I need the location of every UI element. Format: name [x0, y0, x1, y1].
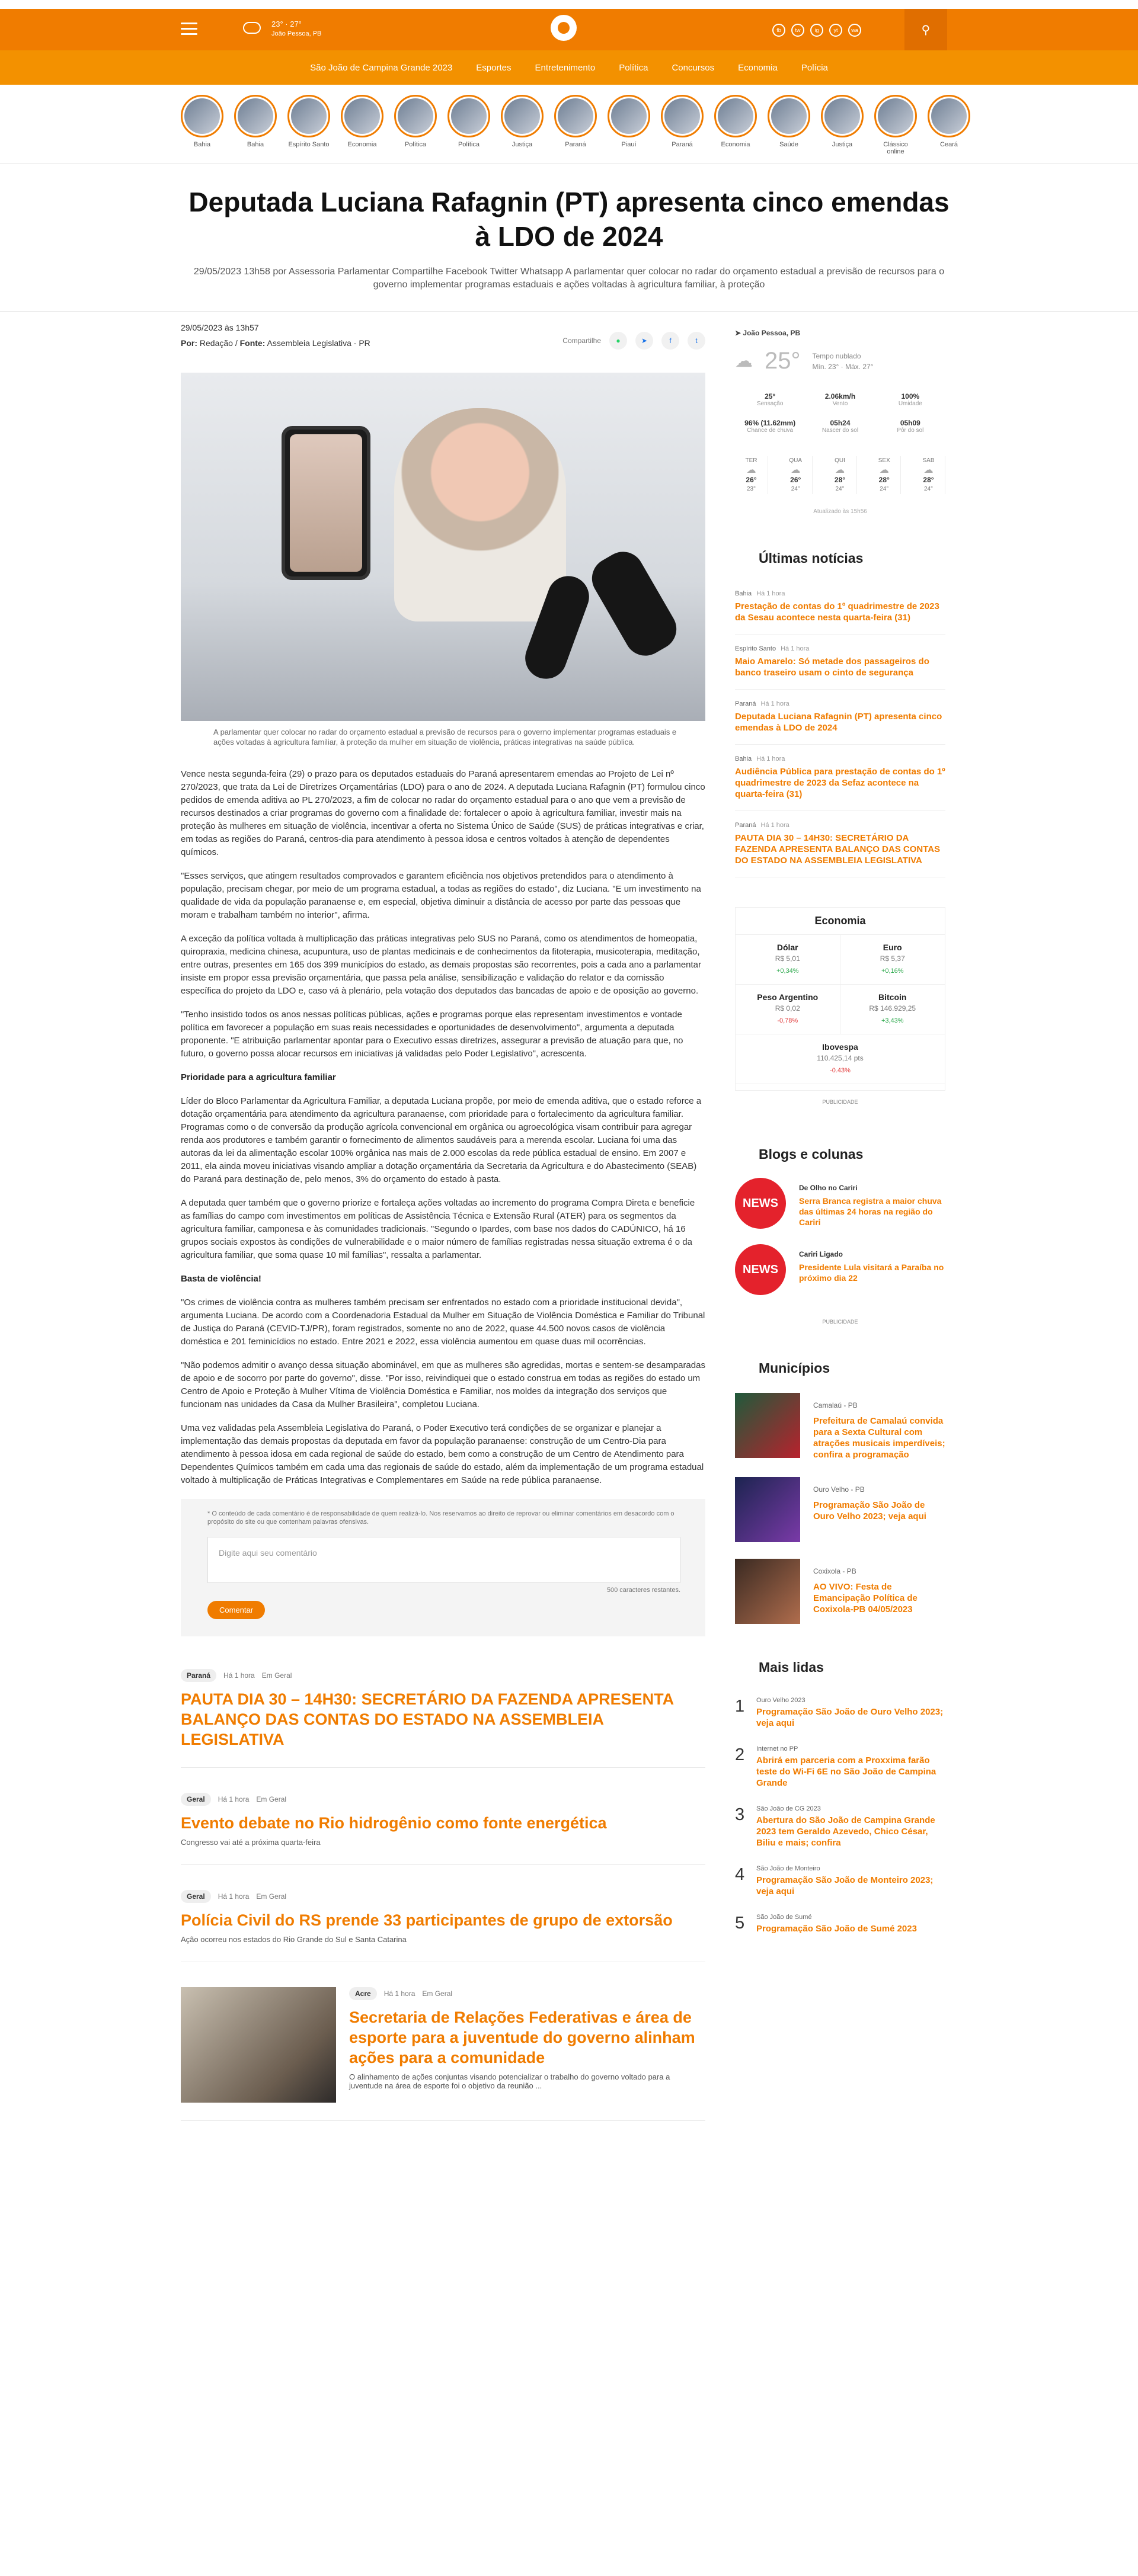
- comment-input[interactable]: Digite aqui seu comentário: [207, 1537, 680, 1583]
- municipio-title[interactable]: Programação São João de Ouro Velho 2023; veja aqui: [813, 1500, 926, 1521]
- stat-label: Chance de chuva: [747, 427, 794, 434]
- weather-stat: [875, 392, 945, 407]
- weather-forecast: [735, 456, 945, 494]
- stat-label: Umidade: [898, 401, 922, 407]
- nav-item[interactable]: Economia: [738, 62, 778, 73]
- story-label: Bahia: [247, 141, 264, 148]
- photo-microphone: [584, 544, 684, 664]
- stat-value: 2.06km/h: [824, 392, 856, 401]
- day-max: 28°: [878, 476, 890, 484]
- stat-label: Sensação: [756, 401, 784, 407]
- story-item[interactable]: [341, 95, 383, 157]
- related-title[interactable]: PAUTA DIA 30 – 14H30: SECRETÁRIO DA FAZENDA APRESENTA BALANÇO DAS CONTAS DO ESTADO NA ASSEMBLEIA LEGISLATIVA: [181, 1690, 674, 1748]
- currency-name: Dólar: [776, 943, 798, 952]
- blog-logo[interactable]: NEWS: [735, 1178, 786, 1229]
- by-label: Por:: [181, 338, 197, 348]
- weather-updated: Atualizado às 15h56: [813, 508, 867, 515]
- paragraph: "Tenho insistido todos os anos nessas políticas públicas, ações e programas porque elas representam investimentos e vontade política em favorecer a população em suas reais necessidades e oportunidades de desenvolvimento", argumenta a deputada proponente. "E atribuição parlamentar apontar para o Executivo essas diretrizes, assegurar a previsão de atuação para que, no futuro, o governo possa alocar recursos em iniciativas já validadas pelo Poder Legislativo", acrescenta.: [181, 1010, 683, 1059]
- social-links: [772, 24, 861, 37]
- article-body: [181, 768, 705, 1487]
- day-min: 24°: [923, 486, 934, 492]
- latest-time: Há 1 hora: [760, 700, 789, 707]
- site-logo[interactable]: [551, 15, 577, 41]
- weather-city-text: João Pessoa, PB: [743, 329, 801, 337]
- latest-news: [735, 579, 945, 877]
- stat-value: 25°: [765, 392, 776, 401]
- source: Assembleia Legislativa - PR: [267, 338, 370, 348]
- paragraph: Uma vez validadas pela Assembleia Legislativa do Paraná, o Poder Executivo terá condições de se organizar e planejar a implementação das demais propostas da deputada em favor da população paranaense: construção de um Centro-Dia para atendimento à pessoa idosa em cada regional de saúde do estado, bem como a construção de um Centro de Atendimento para Dependentes Químicos também em cada uma das regionais de saúde do estado, além da implementação de um programa estadual voltado à multiplicação de Práticas Integrativas e Complementares em Saúde na rede pública paranaense.: [181, 1423, 704, 1485]
- latest-item[interactable]: [735, 635, 945, 690]
- latest-time: Há 1 hora: [756, 590, 785, 597]
- source-label: Fonte:: [239, 338, 266, 348]
- story-label: Economia: [347, 141, 377, 148]
- stat-value: 05h09: [900, 419, 920, 427]
- most-read-item[interactable]: [735, 1797, 945, 1857]
- story-item[interactable]: [874, 95, 917, 157]
- weather-minmax: Mín. 23° · Máx. 27°: [812, 362, 874, 371]
- related-desc: O alinhamento de ações conjuntas visando potencializar o trabalho do governo voltado para a juventude na área de esporte foi o objetivo da reunião ...: [349, 2072, 670, 2090]
- latest-meta: [735, 590, 945, 597]
- story-label: Saúde: [779, 141, 798, 148]
- story-avatar: [394, 95, 437, 137]
- cloud-icon: ☁: [923, 465, 934, 475]
- paragraph: "Esses serviços, que atingem resultados comprovados e garantem eficiência nos objetivos pretendidos para o atendimento à população, precisam chegar, por meio de um programa estadual, a todas as regiões do estado", diz Luciana. "E um investimento na qualidade de vida da população paranaense e, em especial, objetiva diminuir a distância de acesso por parte das pessoas que moram e trabalham também no interior", afirma.: [181, 871, 701, 920]
- rank-number: 2: [735, 1745, 745, 1764]
- wa-icon[interactable]: wa: [848, 24, 861, 37]
- cloud-icon: ☁: [879, 465, 889, 475]
- currency-change: +3,43%: [881, 1017, 904, 1024]
- weather-temp: 25°: [765, 348, 801, 374]
- weather-stat: [805, 419, 875, 434]
- most-read-title[interactable]: Programação São João de Ouro Velho 2023; veja aqui: [756, 1707, 944, 1728]
- day-name: SEX: [878, 457, 890, 464]
- article-main: [181, 320, 705, 2146]
- related-category: Em Geral: [256, 1892, 287, 1901]
- menu-icon[interactable]: [181, 23, 197, 36]
- weather-stat: [735, 392, 805, 407]
- blogs-list: [735, 1178, 945, 1295]
- latest-meta: [735, 822, 945, 829]
- story-item[interactable]: [234, 95, 277, 157]
- header-weather[interactable]: [243, 20, 321, 39]
- sidebar: [735, 329, 945, 1943]
- related-category: Em Geral: [256, 1795, 287, 1803]
- economy-title: Economia: [814, 915, 866, 927]
- currency-change: -0,78%: [777, 1017, 798, 1024]
- share-label: Compartilhe: [562, 337, 601, 345]
- nav-item[interactable]: Política: [619, 62, 648, 73]
- most-read-title: Mais lidas: [759, 1659, 824, 1675]
- stat-label: Pôr do sol: [897, 427, 924, 434]
- story-avatar: [714, 95, 757, 137]
- municipio-location: Coxixola - PB: [813, 1567, 856, 1575]
- header-weather-temp: 23° · 27°: [271, 20, 302, 28]
- tw-icon[interactable]: tw: [791, 24, 804, 37]
- cloud-icon: ☁: [735, 351, 753, 371]
- search-button[interactable]: [904, 9, 947, 50]
- latest-item[interactable]: [735, 811, 945, 877]
- currency-cell: [736, 1034, 945, 1084]
- municipio-location: Ouro Velho - PB: [813, 1485, 865, 1494]
- currency-name: Peso Argentino: [757, 992, 819, 1002]
- photo-phone: [282, 426, 370, 580]
- currency-cell: [736, 935, 840, 985]
- weather-stat: [735, 419, 805, 434]
- latest-item[interactable]: [735, 579, 945, 635]
- blog-title[interactable]: Presidente Lula visitará a Paraíba no próximo dia 22: [799, 1263, 944, 1283]
- related-meta: [181, 1890, 705, 1903]
- latest-title[interactable]: Deputada Luciana Rafagnin (PT) apresenta cinco emendas à LDO de 2024: [735, 712, 942, 733]
- currency-value: R$ 5,37: [880, 954, 905, 963]
- municipios-list: [735, 1393, 945, 1624]
- related-time: Há 1 hora: [218, 1795, 250, 1803]
- most-read-tag: Internet no PP: [756, 1745, 798, 1752]
- story-avatar: [234, 95, 277, 137]
- most-read-tag: São João de CG 2023: [756, 1805, 821, 1812]
- nav-item[interactable]: São João de Campina Grande 2023: [310, 62, 453, 73]
- related-desc: Congresso vai até a próxima quarta-feira: [181, 1838, 321, 1847]
- latest-meta: [735, 700, 945, 707]
- related-desc: Ação ocorreu nos estados do Rio Grande do Sul e Santa Catarina: [181, 1935, 407, 1944]
- blogs-title: Blogs e colunas: [759, 1146, 864, 1162]
- top-header: [0, 9, 1138, 50]
- story-label: Justiça: [832, 141, 853, 148]
- rank-number: 4: [735, 1865, 745, 1884]
- location-icon: ➤: [735, 329, 741, 337]
- municipio-thumbnail[interactable]: [735, 1477, 800, 1542]
- cloud-icon: [243, 22, 261, 34]
- telegram-icon[interactable]: ➤: [635, 332, 653, 350]
- story-avatar: [287, 95, 330, 137]
- cloud-icon: ☁: [746, 465, 756, 475]
- story-item[interactable]: [768, 95, 810, 157]
- story-avatar: [341, 95, 383, 137]
- most-read-title[interactable]: Abertura do São João de Campina Grande 2023 tem Geraldo Azevedo, Chico César, Biliu e mais; confira: [756, 1815, 935, 1848]
- twitter-icon[interactable]: t: [688, 332, 705, 350]
- search-icon: ⚲: [921, 23, 931, 37]
- related-time: Há 1 hora: [223, 1671, 255, 1680]
- comment-box: [181, 1499, 705, 1636]
- currency-cell: [840, 935, 945, 985]
- related-title[interactable]: Polícia Civil do RS prende 33 participantes de grupo de extorsão: [181, 1911, 673, 1929]
- latest-meta: [735, 645, 945, 652]
- story-label: Piauí: [621, 141, 637, 148]
- blog-name: Cariri Ligado: [799, 1250, 843, 1258]
- related-tag[interactable]: Paraná: [181, 1669, 216, 1682]
- cloud-icon: ☁: [835, 465, 845, 475]
- ad-label: PUBLICIDADE: [822, 1319, 858, 1325]
- story-item[interactable]: [287, 95, 330, 157]
- story-avatar: [608, 95, 650, 137]
- stories-carousel: [181, 95, 958, 157]
- latest-time: Há 1 hora: [781, 645, 810, 652]
- latest-category: Espírito Santo: [735, 645, 776, 652]
- most-read-tag: Ouro Velho 2023: [756, 1697, 805, 1704]
- latest-item[interactable]: [735, 690, 945, 745]
- municipio-title[interactable]: AO VIVO: Festa de Emancipação Política de Coxixola-PB 04/05/2023: [813, 1582, 918, 1614]
- stat-value: 05h24: [830, 419, 851, 427]
- header-weather-city: João Pessoa, PB: [271, 30, 322, 37]
- rank-number: 5: [735, 1914, 745, 1933]
- comment-note: * O conteúdo de cada comentário é de responsabilidade de quem realizá-lo. Nos reservamos ao direito de reprovar ou eliminar comentários em desacordo com o propósito do site ou que contenham palavras ofensivas.: [207, 1510, 675, 1526]
- story-label: Política: [458, 141, 480, 148]
- most-read-item[interactable]: [735, 1689, 945, 1737]
- divider: [0, 311, 1138, 312]
- municipio-title[interactable]: Prefeitura de Camalaú convida para a Sexta Cultural com atrações musicais imperdíveis; confira a programação: [813, 1416, 945, 1460]
- forecast-day: [868, 456, 901, 494]
- fb-icon[interactable]: fb: [772, 24, 785, 37]
- story-item[interactable]: [501, 95, 544, 157]
- blog-logo[interactable]: NEWS: [735, 1244, 786, 1295]
- day-max: 28°: [834, 476, 846, 484]
- story-avatar: [928, 95, 970, 137]
- related-time: Há 1 hora: [218, 1892, 250, 1901]
- forecast-day: [912, 456, 945, 494]
- municipio-thumbnail[interactable]: [735, 1393, 800, 1458]
- blog-item[interactable]: [735, 1178, 945, 1229]
- story-item[interactable]: [181, 95, 223, 157]
- forecast-day: [735, 456, 768, 494]
- latest-category: Paraná: [735, 822, 756, 829]
- related-thumbnail[interactable]: [181, 1987, 336, 2103]
- currency-change: +0,34%: [776, 967, 799, 975]
- section-heading: Prioridade para a agricultura familiar: [181, 1072, 336, 1082]
- currency-change: -0.43%: [830, 1067, 851, 1074]
- latest-category: Bahia: [735, 755, 752, 762]
- story-item[interactable]: [928, 95, 970, 157]
- related-title[interactable]: Evento debate no Rio hidrogênio como fonte energética: [181, 1814, 607, 1832]
- stat-label: Vento: [832, 401, 848, 407]
- latest-time: Há 1 hora: [760, 822, 789, 829]
- latest-title[interactable]: PAUTA DIA 30 – 14H30: SECRETÁRIO DA FAZENDA APRESENTA BALANÇO DAS CONTAS DO ESTADO NA ASSEMBLEIA LEGISLATIVA: [735, 833, 941, 866]
- related-tag[interactable]: Geral: [181, 1793, 211, 1806]
- most-read-list: [735, 1689, 945, 1943]
- day-min: 24°: [791, 486, 800, 492]
- story-item[interactable]: [608, 95, 650, 157]
- story-avatar: [181, 95, 223, 137]
- most-read-item[interactable]: [735, 1905, 945, 1943]
- blog-name: De Olho no Cariri: [799, 1184, 858, 1192]
- related-meta: [181, 1669, 705, 1682]
- story-item[interactable]: [661, 95, 704, 157]
- blog-title[interactable]: Serra Branca registra a maior chuva das últimas 24 horas na região do Cariri: [799, 1196, 942, 1227]
- story-avatar: [768, 95, 810, 137]
- currency-value: R$ 146.929,25: [869, 1004, 916, 1013]
- story-label: Clássico online: [883, 141, 908, 155]
- ad-label: PUBLICIDADE: [822, 1099, 858, 1105]
- nav-item[interactable]: Concursos: [672, 62, 715, 73]
- share-bar: [562, 332, 705, 350]
- story-avatar: [501, 95, 544, 137]
- photo-caption: A parlamentar quer colocar no radar do orçamento estadual a previsão de recursos para o governo implementar programas estaduais e ações voltadas à agricultura familiar, à proteção da mulher em situação de violência, práticas integrativas na saúde pública.: [213, 728, 677, 746]
- currency-value: R$ 0,02: [775, 1004, 800, 1013]
- currency-value: R$ 5,01: [775, 954, 800, 963]
- paragraph: Vence nesta segunda-feira (29) o prazo para os deputados estaduais do Paraná apresentarem emendas ao Projeto de Lei nº 270/2023, que trata da Lei de Diretrizes Orçamentárias (LDO) para o ano de 2024. A deputada Luciana Rafagnin (PT) formulou cinco pedidos de emenda aditiva ao PL 270/2023, a fim de colocar no radar do orçamento estadual para o ano que vem a previsão de recursos destinados a criar programas do governo com a finalidade de: fortalecer o apoio à agricultura familiar, investir mais na proteção às mulheres em situação de violência, incentivar a oferta no Sistema Único de Saúde (SUS) de práticas integrativas e criar, em todas as regiões do Paraná, centros-dia para atendimento à pessoa idosa e centros voltados à atenção de dependentes químicos.: [181, 769, 705, 857]
- story-item[interactable]: [714, 95, 757, 157]
- article-photo: [181, 373, 705, 721]
- most-read-title[interactable]: Programação São João de Monteiro 2023; veja aqui: [756, 1875, 934, 1896]
- story-label: Economia: [721, 141, 750, 148]
- story-label: Espírito Santo: [288, 141, 330, 148]
- forecast-day: [779, 456, 813, 494]
- most-read-title[interactable]: Programação São João de Sumé 2023: [756, 1924, 917, 1934]
- paragraph: "Os crimes de violência contra as mulheres também precisam ser enfrentados no estado com a prioridade institucional devida", argumenta Luciana. De acordo com a Coordenadoria Estadual da Mulher em Situação de Violência Doméstica e Familiar do Tribunal de Justiça do Paraná (CEVID-TJ/PR), foram registrados, somente no ano de 2022, quase 44.500 novos casos de violência doméstica e 201 feminicídios no estado. Entre 2021 e 2022, essa violência aumentou em quase duas mil ocorrências.: [181, 1297, 705, 1347]
- municipio-location: Camalaú - PB: [813, 1401, 858, 1409]
- story-label: Paraná: [672, 141, 693, 148]
- day-max: 28°: [923, 476, 934, 484]
- story-item[interactable]: [821, 95, 864, 157]
- weather-condition: Tempo nublado: [812, 351, 861, 360]
- related-meta: [349, 1987, 705, 2000]
- related-article[interactable]: [181, 1793, 705, 1865]
- latest-title: Últimas notícias: [759, 550, 864, 566]
- related-article[interactable]: [181, 1669, 705, 1768]
- day-max: 26°: [790, 476, 801, 484]
- day-min: 24°: [880, 486, 889, 492]
- municipios-title: Municípios: [759, 1360, 830, 1376]
- paragraph: "Não podemos admitir o avanço dessa situação abominável, em que as mulheres são agredidas, mortas e sentem-se desamparadas de apoio e de socorro por parte do governo", disse. "Por isso, reivindiquei que o estado construa em todas as regiões do estado um Centro de Apoio e Proteção à Mulher Vítima de Violência Doméstica e Familiar, nos moldes da integração dos serviços que funcionam nas unidades da Casa da Mulher Brasileira", completou Luciana.: [181, 1360, 705, 1409]
- weather-city: [735, 329, 945, 337]
- day-name: QUI: [835, 457, 845, 464]
- related-title[interactable]: Secretaria de Relações Federativas e área de esporte para a juventude do governo alinham ações para a comunidade: [349, 2008, 695, 2066]
- story-label: Ceará: [940, 141, 958, 148]
- section-heading: Basta de violência!: [181, 1274, 261, 1284]
- related-tag[interactable]: Geral: [181, 1890, 211, 1903]
- most-read-title[interactable]: Abrirá em parceria com a Proxxima farão teste do Wi-Fi 6E no São João de Campina Grande: [756, 1755, 936, 1788]
- municipio-item[interactable]: [735, 1477, 945, 1542]
- paragraph: A deputada quer também que o governo priorize e fortaleça ações voltadas ao incremento do programa Compra Direta e beneficie as famílias do campo com investimentos em políticas de Assistência Técnica e Extensão Rural (ATER) para os segmentos da agricultura familiar, camponesa e às comunidades tradicionais. "Segundo o Ipardes, com base nos dados do CADÚNICO, há 16 grupos sociais expostos às condições de vulnerabilidade e o maior número de famílias registradas nessa situação extrema é o da agricultura familiar, que soma quase 10 mil famílias", ressalta a parlamentar.: [181, 1198, 695, 1260]
- rank-number: 3: [735, 1805, 745, 1824]
- comment-submit-button[interactable]: Comentar: [207, 1601, 265, 1619]
- latest-item[interactable]: [735, 745, 945, 811]
- paragraph: A exceção da política voltada à multiplicação das práticas integrativas pelo SUS no Paraná, como os atendimentos de homeopatia, quiropraxia, medicina chinesa, acupuntura, uso de plantas medicinais e de conhecimentos da fitoterapia, musicoterapia, meditação, entre outras, presentes em 165 dos 399 municípios do estado, as demais propostas são recorrentes, pois a cada ano a parlamentar insiste em propor essa previsão orçamentária, que passa pela análise, sensibilização e validação do relator e da comissão específica do projeto da LDO e, caso vá à plenário, pela votação dos deputados das bancadas de apoio e de oposição ao governo.: [181, 934, 702, 996]
- related-meta: [181, 1793, 705, 1806]
- rank-number: 1: [735, 1697, 745, 1716]
- story-label: Bahia: [193, 141, 211, 148]
- related-tag[interactable]: Acre: [349, 1987, 377, 2000]
- day-name: SAB: [922, 457, 935, 464]
- currency-name: Euro: [883, 943, 902, 952]
- story-avatar: [874, 95, 917, 137]
- day-max: 26°: [746, 476, 757, 484]
- story-label: Paraná: [565, 141, 586, 148]
- municipio-thumbnail[interactable]: [735, 1559, 800, 1624]
- currency-cell: [840, 985, 945, 1034]
- latest-time: Há 1 hora: [756, 755, 785, 762]
- story-avatar: [821, 95, 864, 137]
- most-read-item[interactable]: [735, 1737, 945, 1797]
- related-time: Há 1 hora: [383, 1989, 415, 1998]
- most-read-item[interactable]: [735, 1857, 945, 1905]
- story-item[interactable]: [554, 95, 597, 157]
- latest-meta: [735, 755, 945, 762]
- latest-title[interactable]: Audiência Pública para prestação de contas do 1º quadrimestre de 2023 da Sefaz acontece na quarta-feira (31): [735, 767, 945, 799]
- currency-name: Bitcoin: [878, 992, 907, 1002]
- currency-name: Ibovespa: [822, 1042, 858, 1052]
- author[interactable]: Redação: [199, 338, 233, 348]
- article-date: 29/05/2023 às 13h57: [181, 323, 259, 332]
- story-avatar: [661, 95, 704, 137]
- story-avatar: [447, 95, 490, 137]
- municipio-item[interactable]: [735, 1559, 945, 1624]
- latest-title[interactable]: Prestação de contas do 1º quadrimestre de 2023 da Sesau acontece nesta quarta-feira (31): [735, 601, 939, 623]
- divider: [0, 163, 1138, 164]
- latest-category: Paraná: [735, 700, 756, 707]
- blog-item[interactable]: [735, 1244, 945, 1295]
- whatsapp-icon[interactable]: ●: [609, 332, 627, 350]
- facebook-icon[interactable]: f: [661, 332, 679, 350]
- nav-item[interactable]: Entretenimento: [535, 62, 596, 73]
- currency-value: 110.425,14 pts: [817, 1054, 864, 1062]
- article-subtitle: 29/05/2023 13h58 por Assessoria Parlamentar Compartilhe Facebook Twitter Whatsapp A parlamentar quer colocar no radar do orçamento estadual a previsão de recursos para o governo implementar programas estaduais e ações voltadas à agricultura familiar, à proteção: [193, 267, 945, 290]
- municipio-item[interactable]: [735, 1393, 945, 1460]
- day-name: TER: [745, 457, 757, 464]
- related-article[interactable]: [181, 1890, 705, 1962]
- article-byline: Por: Redação / Fonte: Assembleia Legislativa - PR: [181, 338, 370, 348]
- day-min: 23°: [746, 486, 756, 492]
- char-count: 500 caracteres restantes.: [606, 1587, 680, 1594]
- weather-stat: [875, 419, 945, 434]
- most-read-tag: São João de Sumé: [756, 1914, 812, 1921]
- nav-item[interactable]: Esportes: [476, 62, 512, 73]
- weather-main: [735, 348, 945, 374]
- story-item[interactable]: [447, 95, 490, 157]
- most-read-tag: São João de Monteiro: [756, 1865, 820, 1872]
- latest-title[interactable]: Maio Amarelo: Só metade dos passageiros do banco traseiro usam o cinto de segurança: [735, 656, 929, 678]
- story-avatar: [554, 95, 597, 137]
- stat-value: 96% (11.62mm): [744, 419, 796, 427]
- currency-cell: [736, 985, 840, 1034]
- day-min: 24°: [835, 486, 845, 492]
- nav-item[interactable]: Polícia: [801, 62, 828, 73]
- story-item[interactable]: [394, 95, 437, 157]
- photo-subject: [394, 408, 566, 621]
- economy-widget: [735, 907, 945, 1091]
- stat-value: 100%: [901, 392, 920, 401]
- day-name: QUA: [789, 457, 803, 464]
- ig-icon[interactable]: ig: [810, 24, 823, 37]
- yt-icon[interactable]: yt: [829, 24, 842, 37]
- related-category: Em Geral: [422, 1989, 453, 1998]
- paragraph: Líder do Bloco Parlamentar da Agricultura Familiar, a deputada Luciana propõe, por meio de emenda aditiva, que o estado reforce a dotação orçamentária para atendimento da agricultura paranaense, com prioridade para o fortalecimento da agricultura familiar. Programas como o de conversão da produção agrícola convencional em orgânica ou agroecológica visam contribuir para agregar renda aos produtores e também garantir o fornecimento de alimentos saudáveis para a merenda escolar. Luciana foi uma das autoras da lei da alimentação escolar 100% orgânica nas mais de 2.000 escolas da rede pública estadual de ensino. Em 2007 e 2011, ela ainda moveu iniciativas visando ampliar a dotação orçamentária da Secretaria da Agricultura e do Abastecimento (SEAB) do Paraná para destinação de, pelo menos, 3% do orçamento do estado à pasta.: [181, 1096, 702, 1184]
- main-nav: [0, 50, 1138, 85]
- weather-stats: [735, 392, 945, 434]
- stat-label: Nascer do sol: [821, 427, 859, 434]
- latest-category: Bahia: [735, 590, 752, 597]
- forecast-day: [824, 456, 857, 494]
- story-label: Política: [404, 141, 427, 148]
- weather-stat: [805, 392, 875, 407]
- related-category: Em Geral: [261, 1671, 292, 1680]
- cloud-icon: ☁: [791, 465, 801, 475]
- story-label: Justiça: [512, 141, 533, 148]
- currency-change: +0,16%: [881, 967, 904, 975]
- page-title: Deputada Luciana Rafagnin (PT) apresenta cinco emendas à LDO de 2024: [188, 187, 950, 252]
- related-article[interactable]: [181, 1987, 705, 2121]
- related-news: [181, 1669, 705, 2121]
